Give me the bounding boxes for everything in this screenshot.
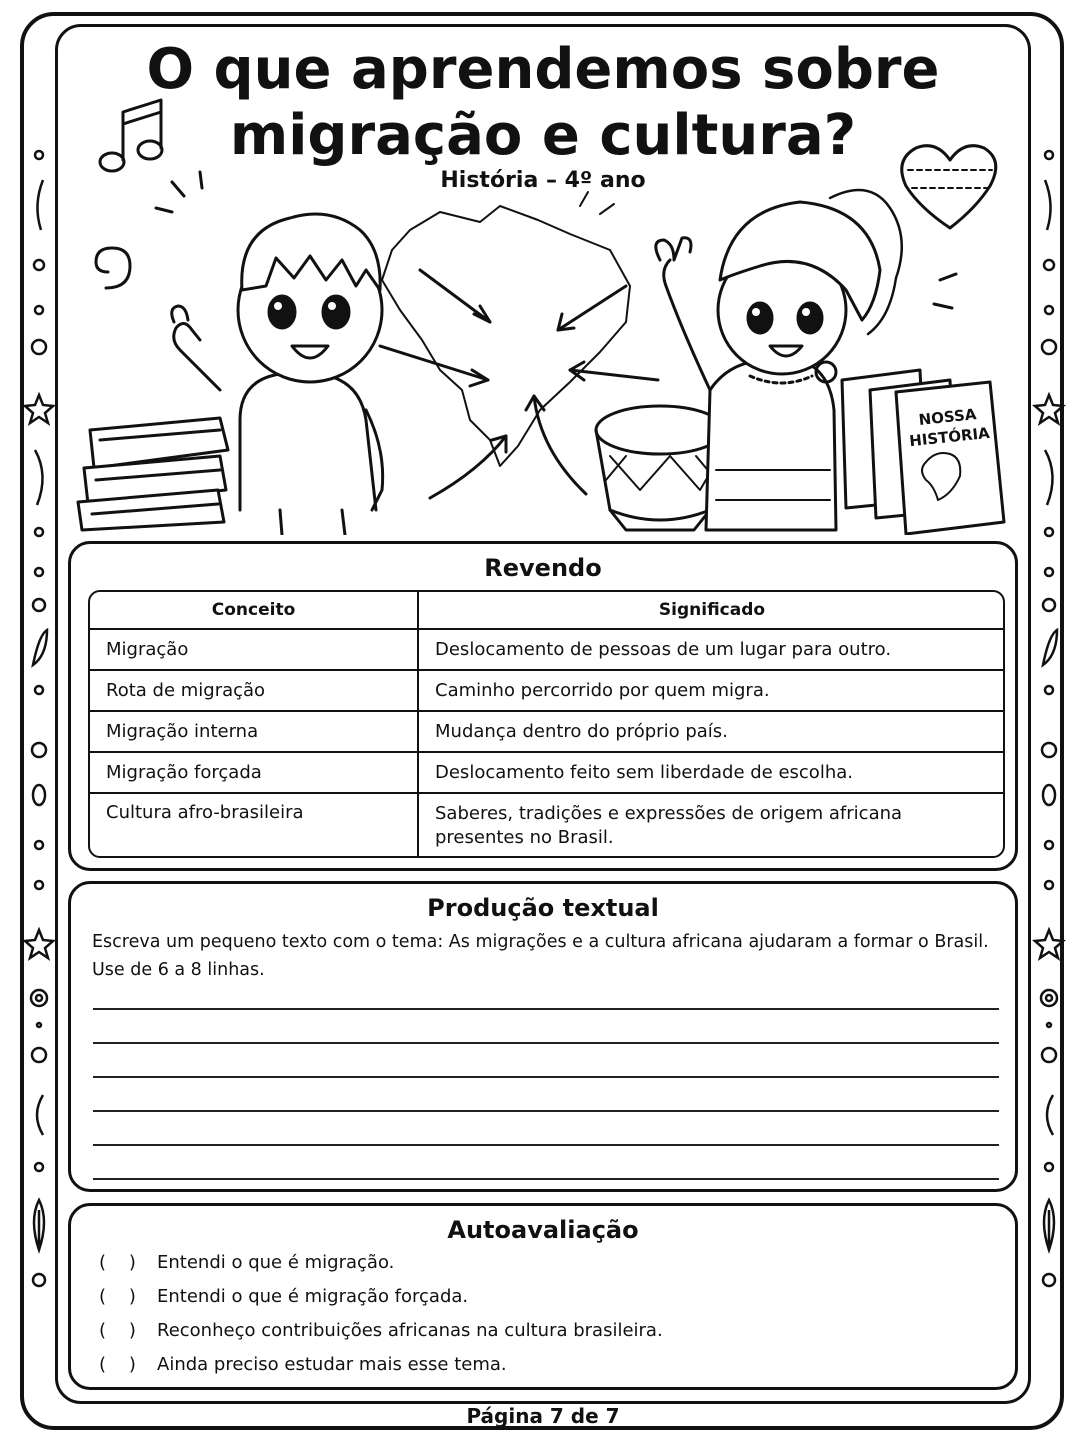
self-assessment-section: [68, 1203, 1018, 1390]
concept-cell: Migração interna: [106, 721, 259, 742]
page-subtitle: História – 4º ano: [440, 168, 646, 193]
writing-section: [68, 881, 1018, 1192]
meaning-cell: Deslocamento feito sem liberdade de escolha.: [417, 753, 1005, 792]
book-stack-icon: [78, 418, 228, 530]
table-row: [90, 628, 1003, 669]
concept-cell: Rota de migração: [106, 680, 266, 701]
writing-prompt-line1: Escreva um pequeno texto com o tema: As migrações e a cultura africana ajudaram a formar o Brasil.: [92, 932, 989, 952]
book-cover-line1: NOSSA: [917, 405, 978, 430]
page-title-line2: migração e cultura?: [229, 103, 857, 168]
spiral-icon: [96, 248, 130, 288]
checklist-item-label: Entendi o que é migração.: [157, 1251, 395, 1273]
brazil-map-icon: [380, 192, 658, 498]
writing-title: Produção textual: [427, 894, 659, 922]
book-stack-icon: [842, 370, 1004, 534]
concept-cell: Cultura afro-brasileira: [106, 802, 304, 823]
column-header-concept: Conceito: [211, 600, 296, 620]
table-row: [90, 751, 1003, 792]
checkbox-parentheses[interactable]: ( ): [99, 1285, 136, 1307]
checklist-item-label: Entendi o que é migração forçada.: [157, 1285, 469, 1307]
right-doodle-column: [1031, 140, 1067, 1300]
concept-table: [88, 590, 1005, 858]
sparkle-lines-icon: [934, 274, 956, 308]
column-header-meaning: Significado: [417, 592, 1005, 628]
writing-line[interactable]: [93, 1178, 999, 1180]
writing-prompt-line2: Use de 6 a 8 linhas.: [92, 960, 265, 980]
sparkle-lines-icon: [156, 172, 202, 212]
writing-line[interactable]: [93, 1042, 999, 1044]
doodle-ornaments-icon: [21, 140, 57, 1300]
table-header-row: [90, 592, 1003, 628]
checklist-item[interactable]: [99, 1249, 394, 1275]
checkbox-parentheses[interactable]: ( ): [99, 1251, 136, 1273]
concept-cell: Migração forçada: [106, 762, 262, 783]
writing-prompt: [92, 928, 1012, 984]
page-number: Página 7 de 7: [466, 1404, 620, 1428]
checklist-item-label: Reconheço contribuições africanas na cultura brasileira.: [157, 1319, 663, 1341]
meaning-cell: Caminho percorrido por quem migra.: [417, 671, 1005, 710]
meaning-cell: Deslocamento de pessoas de um lugar para outro.: [417, 630, 1005, 669]
self-assessment-title: Autoavaliação: [447, 1216, 639, 1244]
book-cover-line2: HISTÓRIA: [908, 423, 991, 451]
page-title-line1: O que aprendemos sobre: [146, 37, 940, 102]
checklist-item[interactable]: [99, 1317, 663, 1343]
checkbox-parentheses[interactable]: ( ): [99, 1319, 136, 1341]
drum-icon: [596, 406, 724, 530]
writing-line[interactable]: [93, 1076, 999, 1078]
review-title: Revendo: [484, 554, 602, 582]
checklist-item[interactable]: [99, 1283, 468, 1309]
writing-line[interactable]: [93, 1110, 999, 1112]
meaning-cell: Saberes, tradições e expressões de origem africana presentes no Brasil.: [417, 794, 1005, 858]
concept-cell: Migração: [106, 639, 189, 660]
table-row: [90, 792, 1003, 858]
writing-line[interactable]: [93, 1008, 999, 1010]
review-section: [68, 541, 1018, 871]
doodle-ornaments-icon: [1031, 140, 1067, 1300]
checklist-item[interactable]: [99, 1351, 507, 1377]
table-row: [90, 669, 1003, 710]
checklist-item-label: Ainda preciso estudar mais esse tema.: [157, 1353, 507, 1375]
table-row: [90, 710, 1003, 751]
writing-line[interactable]: [93, 1144, 999, 1146]
meaning-cell: Mudança dentro do próprio país.: [417, 712, 1005, 751]
checkbox-parentheses[interactable]: ( ): [99, 1353, 136, 1375]
left-doodle-column: [21, 140, 57, 1300]
